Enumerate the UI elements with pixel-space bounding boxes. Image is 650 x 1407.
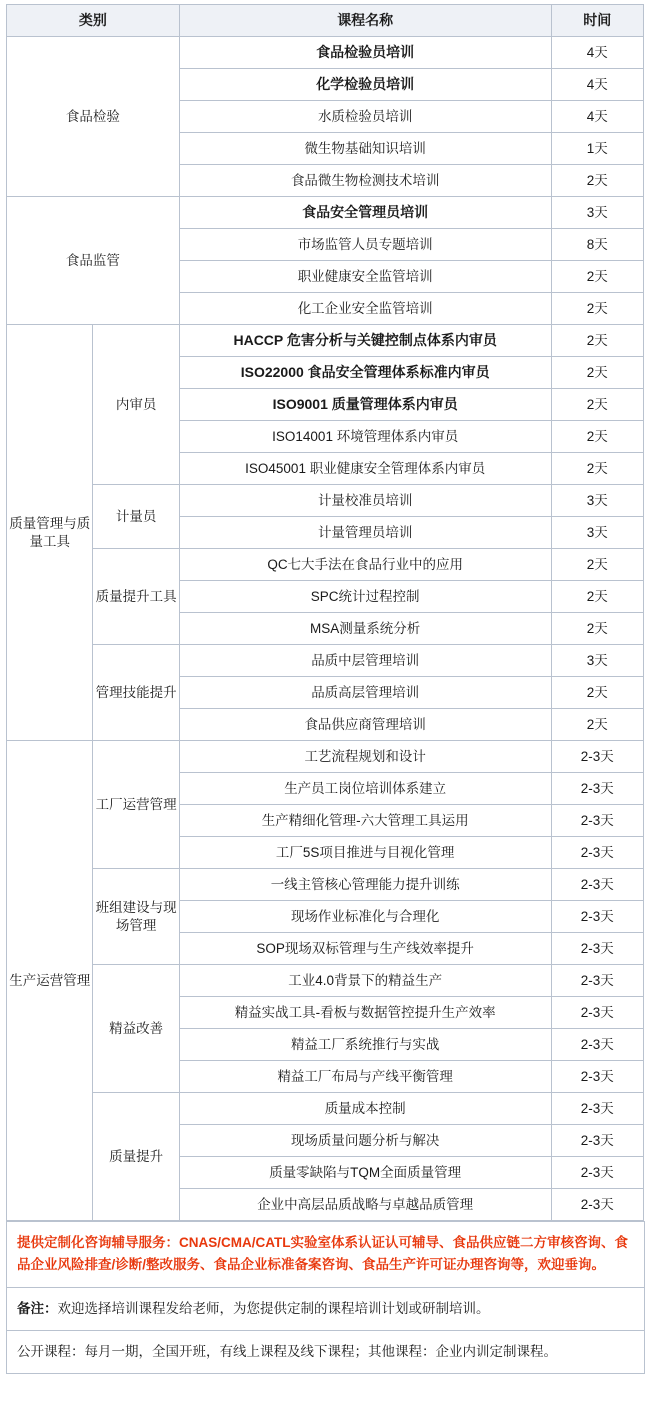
course-name-cell: SOP现场双标管理与生产线效率提升 [179,933,551,965]
duration-cell: 2天 [551,389,643,421]
duration-cell: 2天 [551,293,643,325]
column-header-course-name: 课程名称 [179,5,551,37]
duration-cell: 2-3天 [551,933,643,965]
table-row [7,869,644,901]
duration-cell: 2天 [551,165,643,197]
duration-cell: 3天 [551,645,643,677]
duration-cell: 2-3天 [551,773,643,805]
table-row [7,741,644,773]
table-row [7,549,644,581]
course-name-cell: 品质高层管理培训 [179,677,551,709]
duration-cell: 8天 [551,229,643,261]
duration-cell: 2-3天 [551,1061,643,1093]
course-name-cell: 食品微生物检测技术培训 [179,165,551,197]
duration-cell: 1天 [551,133,643,165]
course-name-cell: SPC统计过程控制 [179,581,551,613]
course-name-cell: ISO22000 食品安全管理体系标准内审员 [179,357,551,389]
course-name-cell: ISO45001 职业健康安全管理体系内审员 [179,453,551,485]
course-name-cell: 化学检验员培训 [179,69,551,101]
course-name-cell: 工艺流程规划和设计 [179,741,551,773]
duration-cell: 2天 [551,613,643,645]
course-name-cell: 职业健康安全监管培训 [179,261,551,293]
duration-cell: 2-3天 [551,837,643,869]
course-name-cell: 市场监管人员专题培训 [179,229,551,261]
category-cell: 生产运营管理 [7,741,93,1221]
duration-cell: 2天 [551,677,643,709]
duration-cell: 2-3天 [551,901,643,933]
subcategory-cell: 质量提升 [93,1093,179,1221]
course-name-cell: 工厂5S项目推进与目视化管理 [179,837,551,869]
course-name-cell: 生产员工岗位培训体系建立 [179,773,551,805]
duration-cell: 2-3天 [551,1125,643,1157]
course-name-cell: 精益实战工具-看板与数据管控提升生产效率 [179,997,551,1029]
course-name-cell: 食品检验员培训 [179,37,551,69]
subcategory-cell: 质量提升工具 [93,549,179,645]
duration-cell: 2-3天 [551,805,643,837]
course-name-cell: 质量零缺陷与TQM全面质量管理 [179,1157,551,1189]
table-body [7,37,644,1221]
duration-cell: 2-3天 [551,741,643,773]
duration-cell: 2天 [551,453,643,485]
course-name-cell: 质量成本控制 [179,1093,551,1125]
table-row [7,197,644,229]
duration-cell: 2天 [551,357,643,389]
course-name-cell: ISO14001 环境管理体系内审员 [179,421,551,453]
table-row [7,1093,644,1125]
duration-cell: 2天 [551,709,643,741]
category-cell: 食品监管 [7,197,180,325]
duration-cell: 4天 [551,69,643,101]
table-row [7,325,644,357]
course-name-cell: 计量校准员培训 [179,485,551,517]
course-name-cell: 现场作业标准化与合理化 [179,901,551,933]
course-name-cell: 精益工厂布局与产线平衡管理 [179,1061,551,1093]
course-name-cell: 工业4.0背景下的精益生产 [179,965,551,997]
course-name-cell: 一线主管核心管理能力提升训练 [179,869,551,901]
duration-cell: 2天 [551,421,643,453]
public-course-note: 公开课程：每月一期，全国开班，有线上课程及线下课程；其他课程：企业内训定制课程。 [7,1330,645,1373]
subcategory-cell: 计量员 [93,485,179,549]
column-header-duration: 时间 [551,5,643,37]
course-name-cell: QC七大手法在食品行业中的应用 [179,549,551,581]
duration-cell: 2-3天 [551,869,643,901]
course-name-cell: 生产精细化管理-六大管理工具运用 [179,805,551,837]
duration-cell: 2-3天 [551,1093,643,1125]
duration-cell: 2天 [551,581,643,613]
subcategory-cell: 内审员 [93,325,179,485]
duration-cell: 2-3天 [551,1157,643,1189]
duration-cell: 3天 [551,517,643,549]
course-name-cell: 现场质量问题分析与解决 [179,1125,551,1157]
course-name-cell: 食品安全管理员培训 [179,197,551,229]
duration-cell: 3天 [551,197,643,229]
duration-cell: 4天 [551,101,643,133]
subcategory-cell: 班组建设与现场管理 [93,869,179,965]
course-name-cell: 企业中高层品质战略与卓越品质管理 [179,1189,551,1221]
remark-note [7,1287,645,1330]
duration-cell: 2-3天 [551,965,643,997]
table-row [7,965,644,997]
course-name-cell: ISO9001 质量管理体系内审员 [179,389,551,421]
subcategory-cell: 管理技能提升 [93,645,179,741]
note-row-custom-service [7,1222,645,1288]
remark-text: 欢迎选择培训课程发给老师，为您提供定制的课程培训计划或研制培训。 [57,1300,490,1316]
duration-cell: 2-3天 [551,997,643,1029]
category-cell: 质量管理与质量工具 [7,325,93,741]
table-header [7,5,644,37]
table-row [7,645,644,677]
note-row-public-course [7,1330,645,1373]
course-name-cell: 品质中层管理培训 [179,645,551,677]
subcategory-cell: 精益改善 [93,965,179,1093]
course-name-cell: 精益工厂系统推行与实战 [179,1029,551,1061]
course-name-cell: HACCP 危害分析与关键控制点体系内审员 [179,325,551,357]
course-table [6,4,644,1221]
duration-cell: 2天 [551,549,643,581]
note-row-remark [7,1287,645,1330]
duration-cell: 4天 [551,37,643,69]
table-row [7,37,644,69]
category-cell: 食品检验 [7,37,180,197]
course-name-cell: 水质检验员培训 [179,101,551,133]
table-header-row [7,5,644,37]
course-name-cell: 化工企业安全监管培训 [179,293,551,325]
course-name-cell: 微生物基础知识培训 [179,133,551,165]
duration-cell: 2天 [551,325,643,357]
remark-label: 备注： [17,1300,58,1316]
course-name-cell: 食品供应商管理培训 [179,709,551,741]
table-row [7,485,644,517]
duration-cell: 2天 [551,261,643,293]
subcategory-cell: 工厂运营管理 [93,741,179,869]
notes-table [6,1221,645,1374]
course-name-cell: 计量管理员培训 [179,517,551,549]
course-name-cell: MSA测量系统分析 [179,613,551,645]
column-header-category: 类别 [7,5,180,37]
duration-cell: 3天 [551,485,643,517]
duration-cell: 2-3天 [551,1189,643,1221]
duration-cell: 2-3天 [551,1029,643,1061]
custom-service-note: 提供定制化咨询辅导服务：CNAS/CMA/CATL实验室体系认证认可辅导、食品供应链二方审核咨询、食品企业风险排查/诊断/整改服务、食品企业标准备案咨询、食品生产许可证办理咨询等，欢迎垂询。 [7,1222,645,1288]
